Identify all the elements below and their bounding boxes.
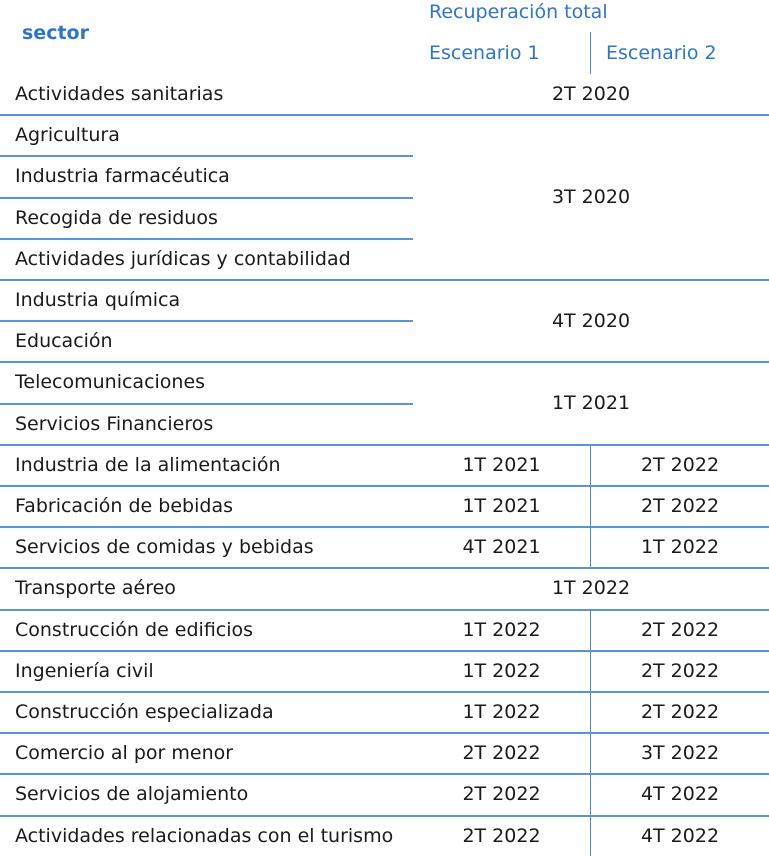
- header-scenario-1: Escenario 1: [429, 42, 540, 64]
- column-divider: [590, 446, 591, 485]
- column-divider: [590, 487, 591, 526]
- header-scenario-2: Escenario 2: [606, 42, 717, 64]
- table-row-scenario-2: 4T 2022: [640, 824, 720, 847]
- table-row-scenario-2: 2T 2022: [640, 495, 720, 517]
- header-sector: sector: [22, 22, 89, 44]
- merged-total-recovery: 3T 2020: [551, 186, 631, 209]
- table-row-scenario-2: 3T 2022: [640, 742, 720, 765]
- table-row-scenario-1: 1T 2022: [462, 701, 541, 723]
- merged-total-recovery: 1T 2022: [551, 577, 631, 600]
- table-row-scenario-2: 2T 2022: [640, 659, 720, 682]
- table-row-sector: Fabricación de bebidas: [15, 495, 233, 517]
- table-row-sector: Actividades sanitarias: [15, 83, 224, 105]
- column-divider: [590, 734, 591, 773]
- column-divider: [590, 611, 591, 650]
- merged-total-recovery: 2T 2020: [551, 83, 631, 105]
- column-divider: [590, 528, 591, 567]
- table-row-scenario-2: 2T 2022: [640, 453, 720, 476]
- table-row-scenario-1: 2T 2022: [462, 783, 541, 806]
- column-divider: [590, 817, 591, 856]
- column-divider: [590, 775, 591, 814]
- table-row-sector: Industria de la alimentación: [15, 453, 281, 476]
- table-row-scenario-1: 1T 2021: [462, 453, 541, 476]
- table-row-sector: Comercio al por menor: [15, 742, 234, 765]
- table-row-sector: Ingeniería civil: [15, 659, 154, 682]
- table-row-sector: Industria farmacéutica: [15, 165, 230, 188]
- table-row-sector: Recogida de residuos: [15, 206, 218, 229]
- table-row-scenario-1: 4T 2021: [462, 536, 541, 559]
- column-divider: [590, 652, 591, 691]
- table-row-scenario-2: 1T 2022: [640, 536, 720, 559]
- merged-total-recovery: 1T 2021: [551, 392, 631, 415]
- table-row-sector: Actividades relacionadas con el turismo: [15, 824, 394, 847]
- table-row-sector: Transporte aéreo: [15, 577, 176, 600]
- table-row-sector: Industria química: [15, 289, 181, 311]
- table-row-scenario-2: 4T 2022: [640, 783, 720, 806]
- table-row-sector: Actividades jurídicas y contabilidad: [15, 247, 351, 270]
- table-row-scenario-1: 2T 2022: [462, 824, 541, 847]
- table-row-scenario-1: 2T 2022: [462, 742, 541, 765]
- table-row-sector: Servicios Financieros: [15, 412, 214, 435]
- table-row-scenario-1: 1T 2022: [462, 618, 541, 641]
- merged-total-recovery: 4T 2020: [551, 310, 631, 332]
- table-row-scenario-1: 1T 2022: [462, 659, 541, 682]
- table-row-sector: Telecomunicaciones: [15, 371, 206, 394]
- table-row-scenario-2: 2T 2022: [640, 701, 720, 723]
- header-divider: [590, 32, 591, 74]
- table-row-scenario-2: 2T 2022: [640, 618, 720, 641]
- table-row-sector: Servicios de alojamiento: [15, 783, 249, 806]
- table-row-sector: Educación: [15, 330, 113, 353]
- table-row-sector: Construcción especializada: [15, 701, 274, 723]
- header-total-recovery: Recuperación total: [429, 1, 608, 23]
- column-divider: [590, 693, 591, 732]
- table-row-sector: Agricultura: [15, 124, 120, 147]
- table-row-scenario-1: 1T 2021: [462, 495, 541, 517]
- table-row-sector: Construcción de edificios: [15, 618, 254, 641]
- table-row-sector: Servicios de comidas y bebidas: [15, 536, 314, 559]
